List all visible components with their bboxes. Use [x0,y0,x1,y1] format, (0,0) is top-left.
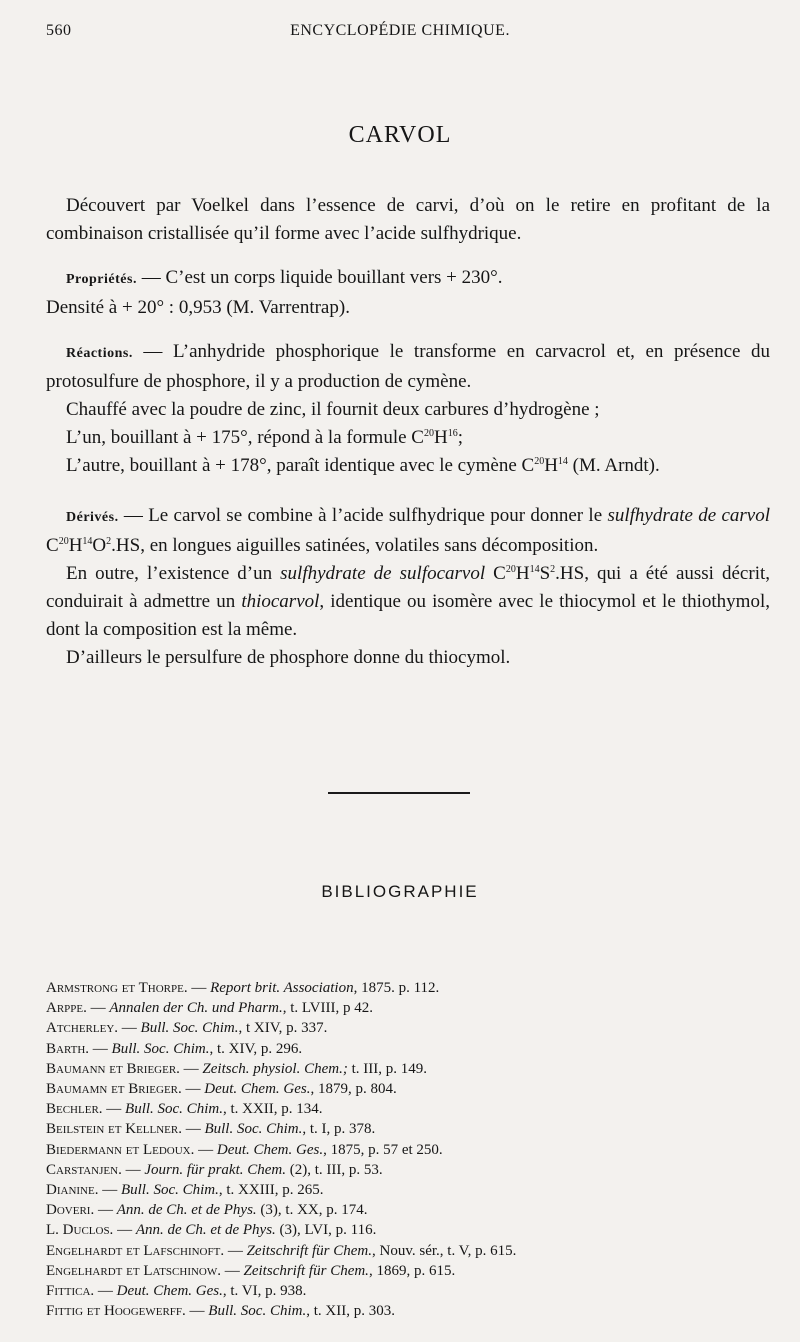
page-header [46,22,754,46]
running-head: ENCYCLOPÉDIE CHIMIQUE. [290,22,510,39]
bibliography-author: Engelhardt et Latschinow. [46,1262,222,1279]
bibliography-author: Baumamn et Brieger. [46,1081,182,1098]
bibliography-entry [46,1281,786,1301]
bibliography-source: Zeitsch. physiol. Chem.; [202,1060,348,1077]
bibliography-entry [46,1039,786,1059]
reactions-first-carbure [46,424,770,452]
bibliography-citation: , t XIV, p. 337. [238,1020,328,1037]
bibliography-source: Bull. Soc. Chim. [111,1040,210,1057]
bibliography-author: Doveri. [46,1202,95,1219]
bibliography-author: Carstanjen. [46,1161,122,1178]
bibliography-citation: , t. I, p. 378. [302,1121,376,1138]
bibliography-entry [46,1059,786,1079]
bibliography-separator: — [194,1141,217,1158]
bibliography-source: Bull. Soc. Chim. [125,1101,223,1118]
bibliography-entry [46,1180,786,1200]
bibliography-source: Bull. Soc. Chim. [120,1182,219,1199]
bibliography-entry [46,1099,786,1119]
bibliography-separator: — [113,1222,136,1239]
bibliography-separator: — [94,1283,117,1300]
bibliography-citation: , t. XXII, p. 134. [222,1101,323,1118]
bibliography-separator: — [185,1303,209,1320]
bibliography-entry [46,1018,786,1038]
bibliography-separator: — [89,1040,112,1057]
bibliography-author: Fittig et Hoogewerff. [46,1303,186,1320]
bibliography-author: Beilstein et Kellner. [46,1121,182,1138]
proprietes-text: — C’est un corps liquide bouillant vers + 230°. [136,267,503,288]
bibliography-citation: , 1869, p. 615. [368,1262,456,1279]
bibliography-separator: — [94,1202,117,1219]
bibliography-citation: (3), LVI, p. 116. [275,1222,377,1239]
bibliography-source: Journ. für prakt. Chem. [144,1161,286,1178]
bibliography-source: Deut. Chem. Ges. [216,1141,324,1158]
second-carbure-text: L’autre, bouillant à + 178°, paraît identique avec le cymène [66,455,522,476]
reactions-text: — L’anhydride phosphorique le transforme en carvacrol et, en présence du protosulfure de phosphore, il y a production de cymène. [46,341,770,392]
bibliography-entry [46,1160,786,1180]
bibliography-separator: — [181,1121,205,1138]
bibliography-source: Zeitschrift für Chem. [243,1262,369,1279]
bibliography-separator: — [187,980,211,996]
bibliography-list [46,978,786,1321]
bibliography-heading: BIBLIOGRAPHIE [321,882,479,901]
bibliography-entry [46,1220,786,1240]
bibliography-citation: t. III, p. 149. [347,1060,427,1077]
bibliography-author: Barth. [46,1040,90,1057]
derives-paragraph [46,502,770,560]
page-number: 560 [46,22,72,39]
bibliography-source: Bull. Soc. Chim. [140,1020,239,1037]
bibliography-source: Report brit. Association [210,980,354,996]
derives-text-end: , en longues aiguilles satinées, volatiles sans décomposition. [140,535,599,556]
bibliography-separator: — [181,1081,205,1098]
bibliography-entry [46,1301,786,1321]
bibliography-separator: — [102,1101,126,1118]
bibliography-separator: — [98,1182,121,1199]
bibliography-citation: , t. XIV, p. 296. [209,1040,303,1057]
persulfure-paragraph: D’ailleurs le persulfure de phosphore donne du thiocymol. [66,647,511,668]
article-body [46,192,770,672]
bibliography-citation: , 1875. p. 112. [353,980,440,996]
bibliography-source: Bull. Soc. Chim. [208,1303,307,1320]
sulfocarvol-paragraph: En outre, l’existence d’un sulfhydrate de sulfocarvol $C^{20}H^{14}S^2.HS$, qui a été aussi décrit, conduirait à admettre un thiocarvol, identique ou isomère avec le thiocymol et le thiothymol, dont la composition est la même. [46,563,770,640]
formula-sulfocarvol: $C^{20}H^{14}S^2.HS$ [485,563,585,584]
bibliography-citation: , t. XII, p. 303. [306,1303,395,1320]
formula-sulfhydrate: $C^{20}H^{14}O^2.HS$ [46,535,141,556]
bibliography-source: Deut. Chem. Ges. [116,1283,223,1300]
sulfhydrate-de-carvol: sulfhydrate de carvol [607,505,771,526]
bibliography-entry [46,998,786,1018]
reactions-paragraph [46,338,770,396]
densite-line: Densité à + 20° : 0,953 (M. Varrentrap). [46,297,350,318]
bibliography-source: Ann. de Ch. et de Phys. [116,1202,257,1219]
section-divider [328,792,470,794]
reactions-zinc-line: Chauffé avec la poudre de zinc, il fournit deux carbures d’hydrogène ; [66,399,600,420]
bibliography-separator: — [224,1242,247,1259]
bibliography-separator: — [221,1262,244,1279]
bibliography-entry [46,978,786,998]
bibliography-author: Fittica. [46,1283,95,1300]
reactions-second-carbure [46,452,770,480]
bibliography-citation: (3), t. XX, p. 174. [256,1202,368,1219]
bibliography-entry [46,1119,786,1139]
first-carbure-text: L’un, bouillant à + 175°, répond à la formule [66,427,412,448]
bibliography-author: L. Duclos. [46,1222,114,1239]
bibliography-source: Annalen der Ch. und Pharm. [109,1000,283,1017]
bibliography-separator: — [118,1020,141,1037]
bibliography-citation: , Nouv. sér., t. V, p. 615. [372,1242,517,1259]
bibliography-citation: , t. VI, p. 938. [222,1283,307,1300]
bibliography-entry [46,1241,786,1261]
intro-paragraph: Découvert par Voelkel dans l’essence de carvi, d’où on le retire en profitant de la combinaison cristallisée qu’il forme avec l’acide sulfhydrique. [46,195,770,244]
formula-c20h16: $C^{20}H^{16}$; [411,427,463,448]
formula-c20h14: $C^{20}H^{14}$ (M. Arndt). [521,455,660,476]
bibliography-entry [46,1140,786,1160]
bibliography-source: Ann. de Ch. et de Phys. [135,1222,276,1239]
bibliography-separator: — [179,1060,203,1077]
bibliography-citation: (2), t. III, p. 53. [286,1161,383,1178]
bibliography-citation: , t. XXIII, p. 265. [218,1182,324,1199]
bibliography-citation: , t. LVIII, p 42. [282,1000,373,1017]
bibliography-author: Biedermann et Ledoux. [46,1141,195,1158]
article-title: CARVOL [348,122,452,148]
bibliography-separator: — [121,1161,145,1178]
bibliography-author: Engelhardt et Lafschinoft. [46,1242,225,1259]
bibliography-entry [46,1261,786,1281]
bibliography-source: Deut. Chem. Ges. [204,1081,311,1098]
proprietes-paragraph [46,264,770,294]
bibliography-author: Bechler. [46,1101,103,1118]
derives-text: — Le carvol se combine à l’acide sulfhydrique pour donner le [118,505,608,526]
bibliography-entry [46,1079,786,1099]
proprietes-heading: Propriétés. [66,272,137,287]
bibliography-author: Dianine. [46,1182,99,1199]
bibliography-citation: , 1879, p. 804. [310,1081,397,1098]
bibliography-source: Zeitschrift für Chem. [246,1242,372,1259]
bibliography-citation: , 1875, p. 57 et 250. [323,1141,443,1158]
bibliography-source: Bull. Soc. Chim. [204,1121,303,1138]
derives-heading: Dérivés. [66,510,119,525]
bibliography-entry [46,1200,786,1220]
bibliography-author: Arppe. [46,1000,87,1017]
bibliography-separator: — [86,1000,110,1017]
thiocarvol: thiocarvol [241,591,320,612]
bibliography-author: Armstrong et Thorpe. [46,980,188,996]
bibliography-author: Baumann et Brieger. [46,1060,180,1077]
bibliography-author: Atcherley. [46,1020,119,1037]
sulfhydrate-de-sulfocarvol: sulfhydrate de sulfocarvol [280,563,486,584]
reactions-heading: Réactions. [66,346,133,361]
